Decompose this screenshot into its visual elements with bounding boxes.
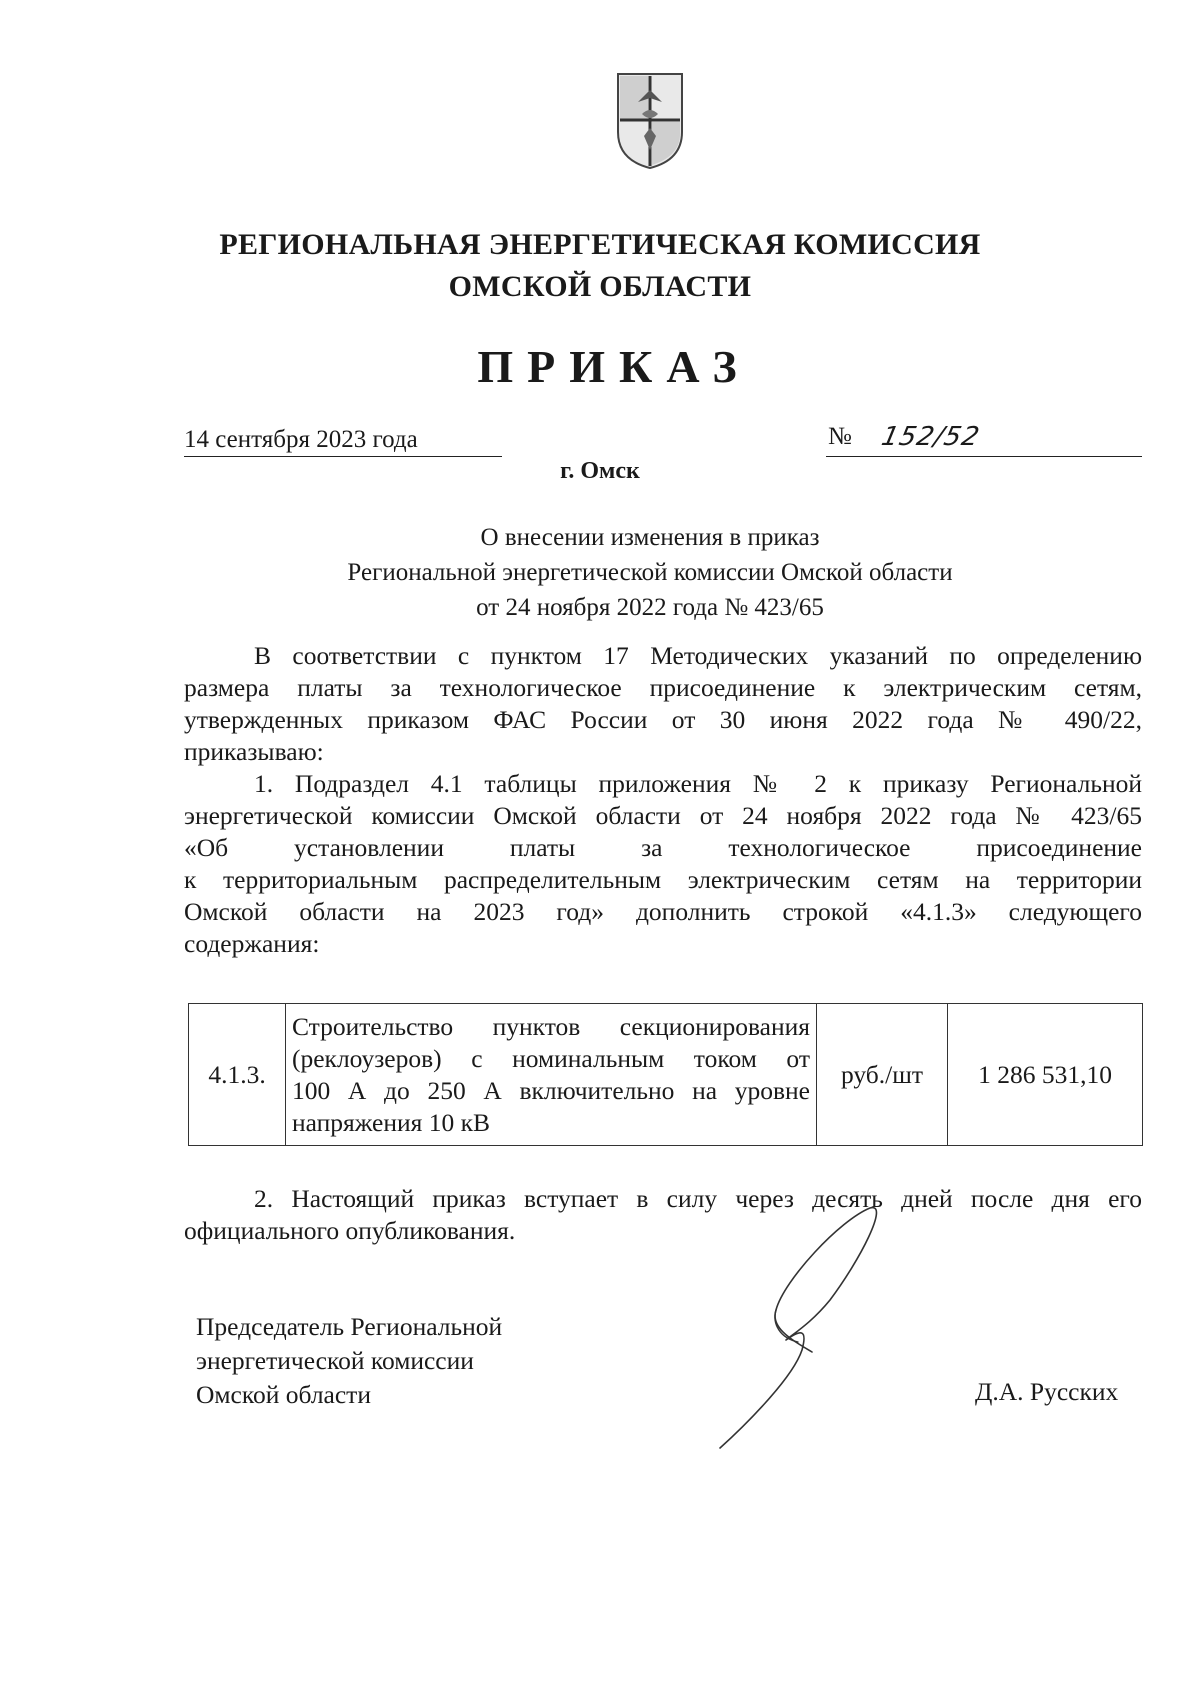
- body-line: Омской области на 2023 год» дополнить строкой «4.1.3» следующего: [184, 897, 1142, 926]
- table-row: [189, 1004, 1143, 1146]
- body-line: размера платы за технологическое присоединение к электрическим сетям,: [184, 673, 1142, 702]
- body-line: энергетической комиссии Омской области от 24 ноября 2022 года № 423/65: [184, 801, 1142, 830]
- document-body: [184, 640, 1142, 960]
- description-line: напряжения 10 кВ: [292, 1107, 491, 1137]
- document-subject: [200, 520, 1100, 625]
- body-line: 2. Настоящий приказ вступает в силу через десять дней после дня его: [254, 1184, 1142, 1213]
- subject-line: Региональной энергетической комиссии Омской области: [347, 559, 953, 586]
- description-line: Строительство пунктов секционирования: [292, 1011, 810, 1041]
- table-cell-unit: руб./шт: [817, 1004, 948, 1146]
- tariff-table: [188, 1003, 1143, 1146]
- table-cell-description: [286, 1004, 817, 1146]
- handwritten-document-number: 152/52: [878, 422, 983, 452]
- signer-name: Д.А. Русских: [975, 1377, 1119, 1406]
- signer-title-line: Омской области: [196, 1380, 371, 1409]
- document-type-title: ПРИКАЗ: [477, 341, 751, 392]
- body-line: к территориальным распределительным электрическим сетям на территории: [184, 865, 1142, 894]
- handwritten-signature: [700, 1200, 920, 1460]
- document-date: 14 сентября 2023 года: [184, 425, 502, 457]
- organization-name-line1: РЕГИОНАЛЬНАЯ ЭНЕРГЕТИЧЕСКАЯ КОМИССИЯ: [219, 228, 981, 261]
- subject-line: от 24 ноября 2022 года № 423/65: [476, 594, 824, 621]
- signer-title: [196, 1310, 502, 1412]
- description-line: (реклоузеров) с номинальным током от: [292, 1043, 810, 1073]
- subject-line: О внесении изменения в приказ: [480, 524, 820, 551]
- document-final-clause: [184, 1183, 1142, 1247]
- number-sign: №: [828, 423, 852, 450]
- coat-of-arms-icon: [614, 70, 686, 170]
- signer-title-line: Председатель Региональной: [196, 1312, 503, 1341]
- signer-title-line: энергетической комиссии: [196, 1346, 474, 1375]
- body-line: утвержденных приказом ФАС России от 30 июня 2022 года № 490/22,: [184, 705, 1142, 734]
- table-cell-value: 1 286 531,10: [948, 1004, 1143, 1146]
- table-cell-code: 4.1.3.: [189, 1004, 286, 1146]
- organization-name-line2: ОМСКОЙ ОБЛАСТИ: [448, 270, 752, 303]
- body-line: официального опубликования.: [184, 1216, 516, 1245]
- document-number-field: [826, 420, 1142, 457]
- body-line: приказываю:: [184, 737, 324, 766]
- document-city: г. Омск: [560, 458, 640, 484]
- body-line: В соответствии с пунктом 17 Методических указаний по определению: [254, 641, 1142, 670]
- body-line: содержания:: [184, 929, 320, 958]
- body-line: 1. Подраздел 4.1 таблицы приложения № 2 к приказу Региональной: [254, 769, 1142, 798]
- description-line: 100 А до 250 А включительно на уровне: [292, 1075, 810, 1105]
- body-line: «Об установлении платы за технологическое присоединение: [184, 833, 1142, 862]
